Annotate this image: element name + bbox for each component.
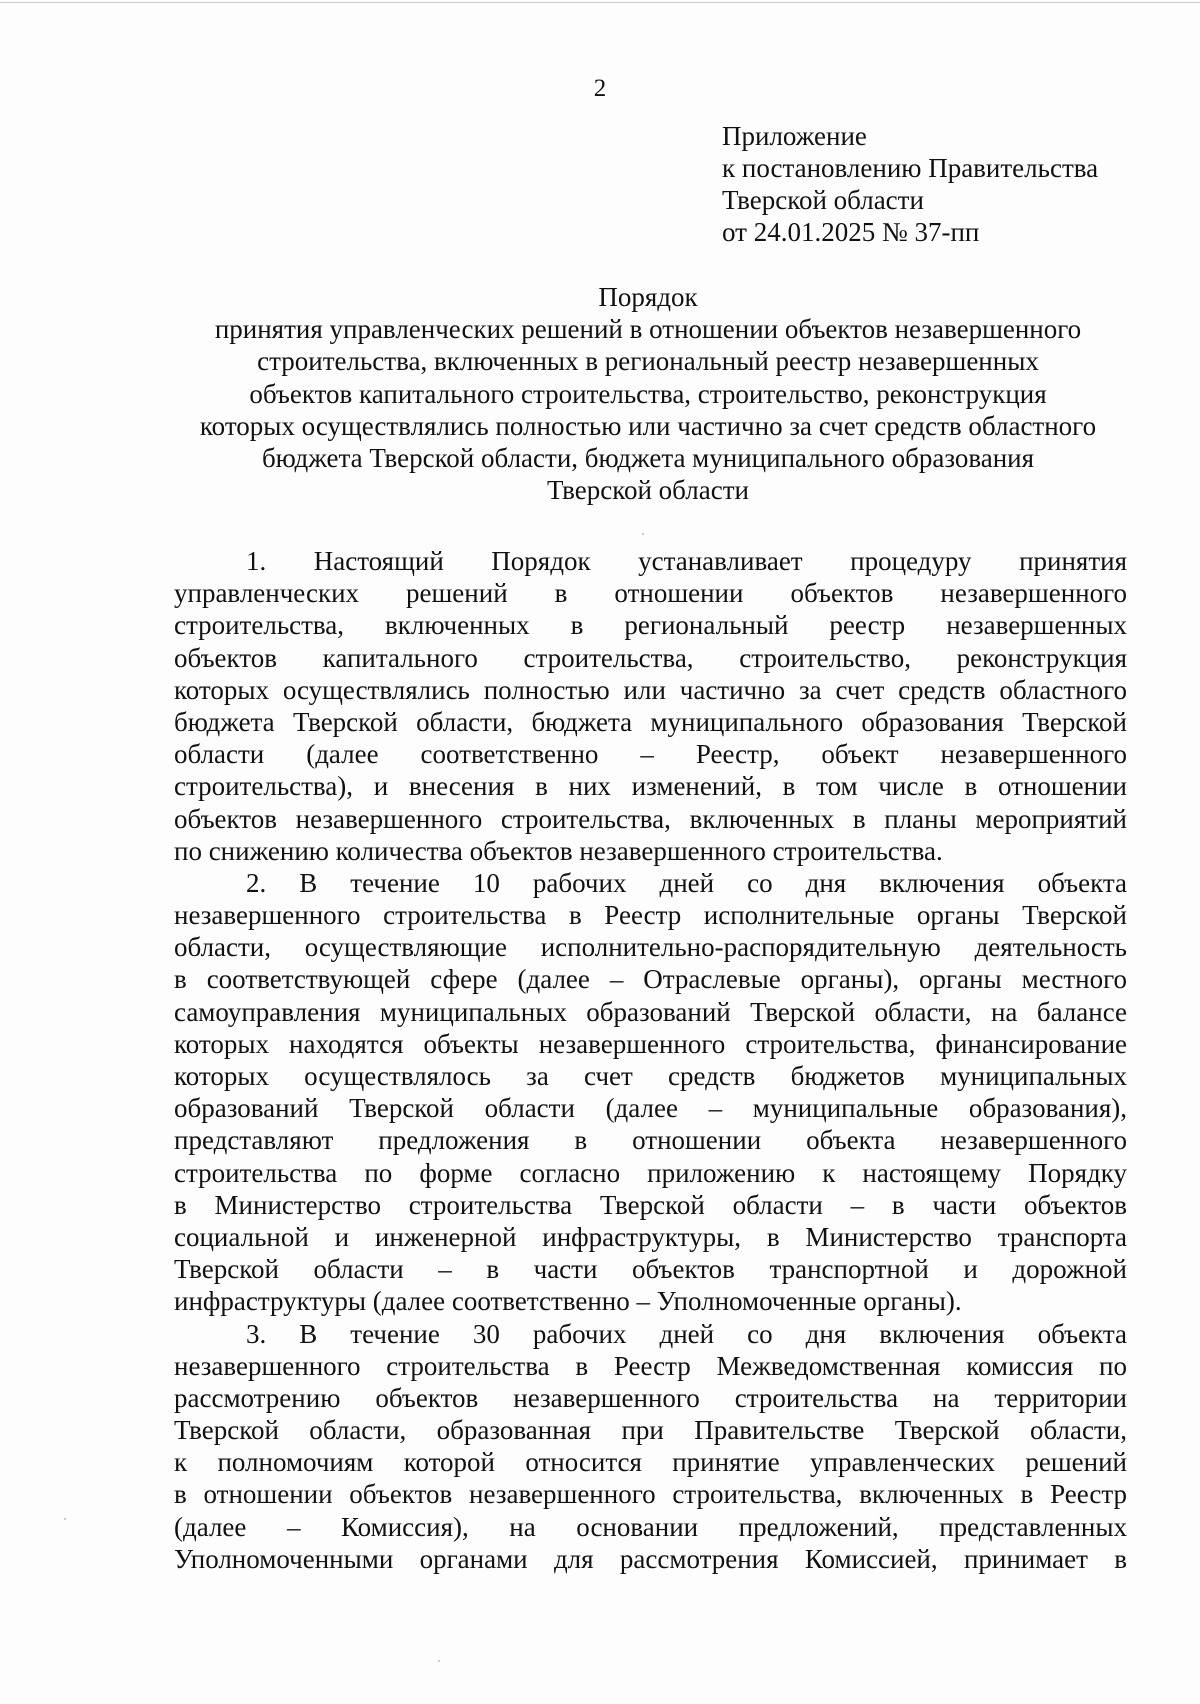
paragraph-3-line: (далее – Комиссия), на основании предложений, представленных xyxy=(174,1511,1127,1542)
paragraph-2-line: области, осуществляющие исполнительно-распорядительную деятельность xyxy=(174,932,1127,963)
title-line: объектов капитального строительства, строительство, реконструкция xyxy=(249,378,1047,409)
annex-line: Приложение xyxy=(722,121,867,151)
scan-speck xyxy=(642,533,644,535)
scan-speck xyxy=(438,1660,440,1662)
paragraph-2-line: строительства по форме согласно приложению к настоящему Порядку xyxy=(174,1157,1127,1188)
paragraph-1-line: 1. Настоящий Порядок устанавливает процедуру принятия xyxy=(246,546,1127,576)
paragraph-3-line: к полномочиям которой относится принятие управленческих решений xyxy=(174,1447,1127,1478)
paragraph-2-line: инфраструктуры (далее соответственно – Уполномоченные органы). xyxy=(174,1286,962,1317)
title-line: которых осуществлялись полностью или частично за счет средств областного xyxy=(199,410,1097,441)
title-line: Тверской области xyxy=(547,475,749,506)
paragraph-2-line: 2. В течение 10 рабочих дней со дня включения объекта xyxy=(246,867,1127,898)
paragraph-2-line: в Министерство строительства Тверской области – в части объектов xyxy=(174,1189,1127,1220)
paragraph-1-line: бюджета Тверской области, бюджета муниципального образования Тверской xyxy=(174,706,1127,737)
paragraph-1-line: объектов капитального строительства, строительство, реконструкция xyxy=(174,642,1127,673)
title-line: Порядок xyxy=(598,282,698,312)
page-number: 2 xyxy=(593,75,607,102)
paragraph-3-line: незавершенного строительства в Реестр Межведомственная комиссия по xyxy=(174,1350,1127,1381)
paragraph-3-line: рассмотрению объектов незавершенного строительства на территории xyxy=(174,1382,1127,1413)
title-line: принятия управленческих решений в отношении объектов незавершенного xyxy=(214,314,1082,345)
paragraph-2-line: Тверской области – в части объектов транспортной и дорожной xyxy=(174,1254,1127,1285)
paragraph-1-line: управленческих решений в отношении объектов незавершенного xyxy=(174,578,1127,609)
title-line: бюджета Тверской области, бюджета муниципального образования xyxy=(261,443,1035,474)
annex-line: Тверской области xyxy=(722,185,924,215)
document-body xyxy=(174,545,1127,1575)
scan-speck xyxy=(64,1518,66,1520)
paragraph-2-line: в соответствующей сфере (далее – Отраслевые органы), органы местного xyxy=(174,964,1127,995)
paragraph-2-line: незавершенного строительства в Реестр исполнительные органы Тверской xyxy=(174,900,1127,931)
paragraph-1-line: строительства), и внесения в них изменений, в том числе в отношении xyxy=(174,771,1127,802)
annex-header xyxy=(722,120,1182,248)
page-top-edge xyxy=(0,2,1200,3)
paragraph-2-line: которых находятся объекты незавершенного строительства, финансирование xyxy=(174,1028,1127,1059)
document-title xyxy=(168,281,1128,506)
paragraph-3-line: в отношении объектов незавершенного строительства, включенных в Реестр xyxy=(174,1479,1127,1510)
paragraph-2-line: самоуправления муниципальных образований Тверской области, на балансе xyxy=(174,996,1127,1027)
annex-line: от 24.01.2025 № 37-пп xyxy=(722,217,980,247)
paragraph-2-line: образований Тверской области (далее – муниципальные образования), xyxy=(174,1093,1127,1124)
paragraph-2-line: которых осуществлялось за счет средств бюджетов муниципальных xyxy=(174,1061,1127,1091)
paragraph-1-line: по снижению количества объектов незавершенного строительства. xyxy=(174,835,943,866)
paragraph-3-line: Уполномоченными органами для рассмотрения Комиссией, принимает в xyxy=(174,1543,1127,1574)
paragraph-2-line: социальной и инженерной инфраструктуры, в Министерство транспорта xyxy=(174,1221,1127,1252)
paragraph-1-line: области (далее соответственно – Реестр, объект незавершенного xyxy=(174,739,1127,770)
title-line: строительства, включенных в региональный реестр незавершенных xyxy=(257,346,1039,377)
paragraph-1-line: строительства, включенных в региональный реестр незавершенных xyxy=(174,610,1127,641)
paragraph-3-line: 3. В течение 30 рабочих дней со дня включения объекта xyxy=(246,1318,1127,1349)
paragraph-2-line: представляют предложения в отношении объекта незавершенного xyxy=(174,1125,1127,1156)
annex-line: к постановлению Правительства xyxy=(722,153,1099,183)
paragraph-1-line: которых осуществлялись полностью или частично за счет средств областного xyxy=(174,674,1127,705)
paragraph-3-line: Тверской области, образованная при Правительстве Тверской области, xyxy=(174,1415,1127,1446)
paragraph-1-line: объектов незавершенного строительства, включенных в планы мероприятий xyxy=(174,803,1127,834)
